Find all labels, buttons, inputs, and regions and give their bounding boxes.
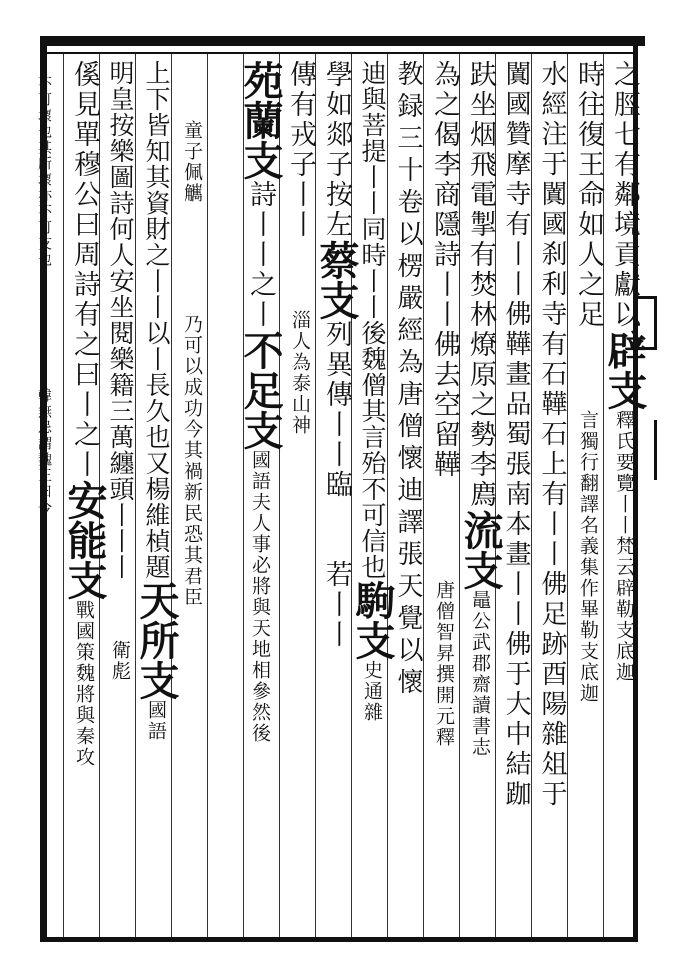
frame-bottom-border [40,937,638,942]
text-column-9 [313,60,360,650]
headword: 蔡支 [313,240,360,320]
text-column-3 [532,60,572,810]
annotation: 淄人為泰山神 [289,310,311,436]
column-text: 迪與菩提丨丨同時丨丨後魏僧其言殆不可信也 [358,60,387,580]
annotation: 衛彪 [109,640,131,682]
annotation: 韓無忌謂魏王曰今 [36,388,52,516]
text-column-15 [61,60,108,768]
column-text: 水經注于闐國刹利寺有石鞾石上有丨丨佛足跡酉陽雜俎于 [537,60,567,810]
frame-top-border [40,36,645,46]
text-column-2 [568,60,608,704]
annotation: 童子佩觽 [181,120,203,204]
headword: 安能支 [61,480,108,600]
annotation: 鼂公武郡齋讀書志 [469,590,491,758]
text-column-10 [280,60,320,436]
annotation: 釋氏要覽丨丨梵云辟勒支底迦 [613,410,635,683]
annotation: 丨不可壞也其所壞亦不可支也 [36,60,52,268]
headword: 駒支 [349,580,396,660]
headword: 天所支 [133,580,180,700]
column-text: 教録三十卷以楞嚴經為唐僧懷迪譯張天覺以懷 [393,60,423,700]
column-text: 列異傳丨丨臨 [321,320,352,500]
text-column-16 [36,60,64,516]
annotation: 史通雜 [361,660,383,723]
text-column-6 [424,60,464,748]
column-text: 上下皆知其資財之丨丨以丨長久也又楊維楨題 [142,60,171,580]
headword: 流支 [457,510,504,590]
headword: 辟支 [601,330,648,410]
headword: 不足支 [237,330,284,450]
text-column-11 [210,60,284,744]
text-column-4 [496,60,536,810]
column-text: 趺坐烟飛電掣有焚林燎原之勢李廌 [465,60,496,510]
annotation: 言獨行翻譯名義集作畢勒支底迦 [577,410,599,704]
column-text: 闐國贊摩寺有丨丨佛鞾畫品蜀張南本畫丨丨佛于大中結跏 [501,60,531,810]
text-column-1 [601,60,648,683]
column-text: 學如郯子按左 [321,60,352,240]
text-column-13 [133,60,180,742]
frame-top-inner-border [40,52,638,54]
annotation: 國語 [145,700,167,742]
column-text: 傳有戎子丨丨 [285,60,316,240]
annotation: 國語夫人事必將與天地相參然後 [249,450,271,744]
column-text: 為之偈李商隱詩丨丨佛去空留鞾 [429,60,460,480]
column-text: 詩丨丨之丨 [245,180,276,330]
column-text: 若丨丨 [321,560,352,650]
text-column-12 [181,60,212,608]
annotation: 乃可以成功今其禍新民恐其君臣 [181,314,203,608]
column-text: 傒見單穆公曰周詩有之曰丨之丨 [69,60,100,480]
column-text: 明皇按樂圖詩何人安坐閱樂籍三萬纏頭丨丨丨 [106,60,135,580]
annotation: 唐僧智昇撰開元釋 [433,580,455,748]
column-text: 時往復王命如人之足 [573,60,604,330]
headword: 苑蘭支 [237,60,284,180]
text-column-5 [457,60,504,758]
text-column-8 [349,60,396,723]
column-text: 之脛七有鄰境貢獻以 [609,60,640,330]
annotation: 戰國策魏將與秦攻 [73,600,95,768]
